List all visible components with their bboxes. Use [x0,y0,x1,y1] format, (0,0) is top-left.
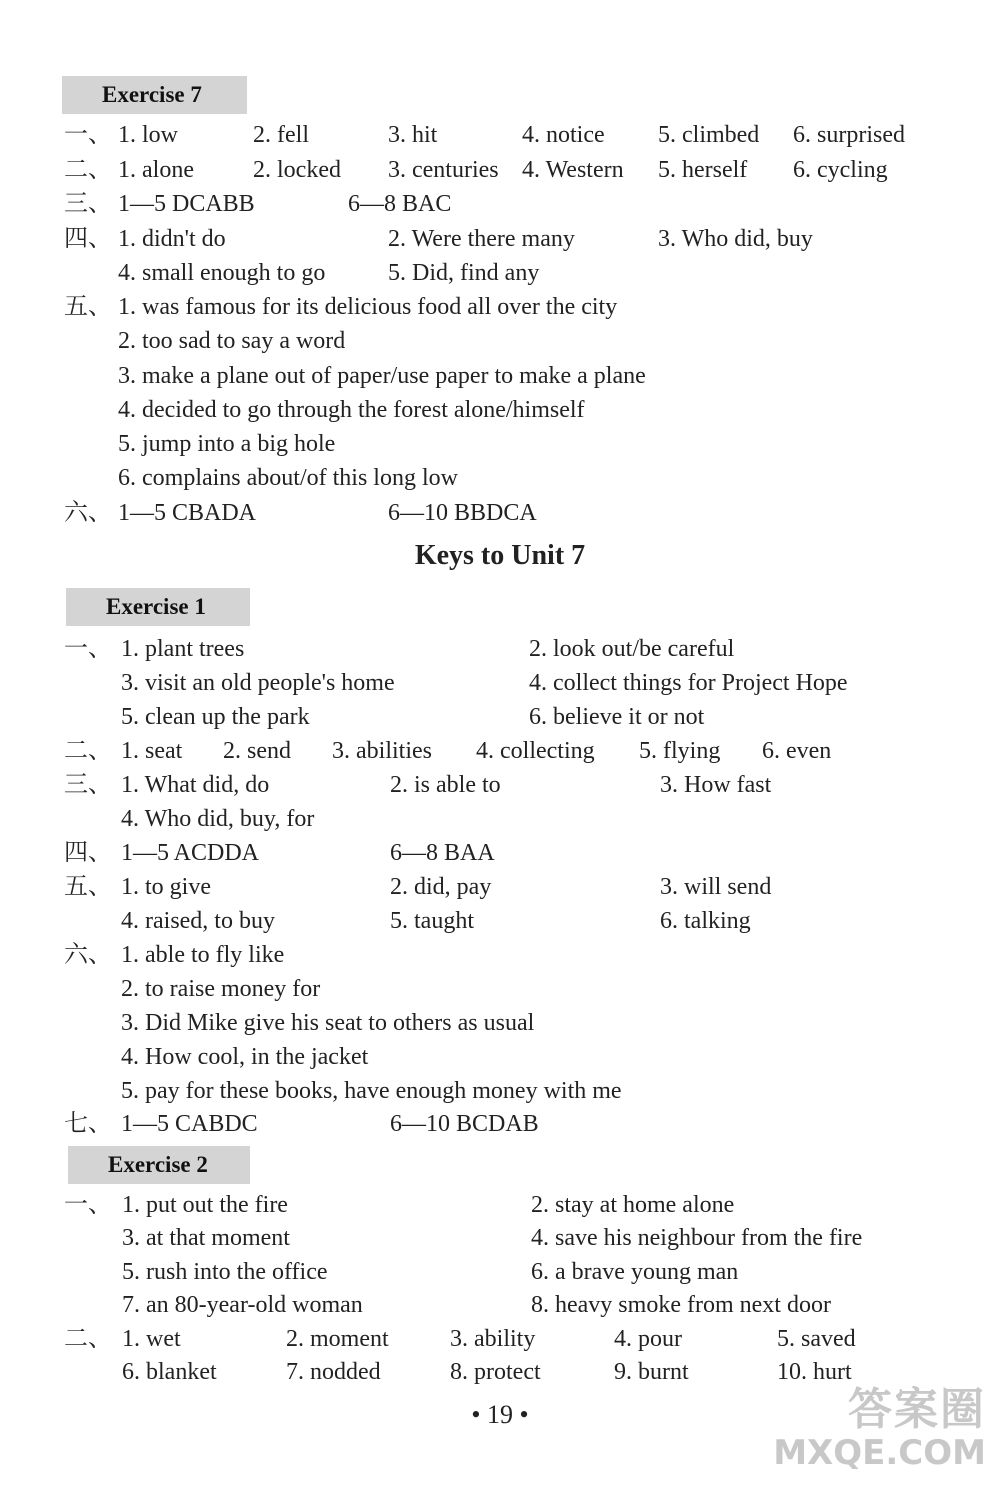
ex7-q6-item: 6—10 BBDCA [388,500,537,526]
exercise-7-label: Exercise 7 [62,76,247,114]
ex1-q5-item: 1. to give [121,874,211,900]
ex1-q3-item: 3. How fast [660,772,772,798]
ex1-q1-item: 4. collect things for Project Hope [529,670,848,696]
ex2-q2-item: 7. nodded [286,1359,381,1385]
ex1-q2-item: 2. send [223,738,291,764]
ex7-q4-item: 3. Who did, buy [658,226,813,252]
ex1-q2-num: 二、 [64,738,112,764]
ex1-q6-item: 2. to raise money for [121,976,321,1002]
ex1-q7-num: 七、 [64,1111,112,1137]
ex1-q2-item: 6. even [762,738,832,764]
ex1-q2-item: 3. abilities [332,738,432,764]
ex7-q2-num: 二、 [64,157,112,183]
ex7-q1-item: 6. surprised [793,122,905,148]
ex2-q2-item: 3. ability [450,1326,536,1352]
ex1-q2-item: 5. flying [639,738,721,764]
ex2-q2-item: 9. burnt [614,1359,689,1385]
ex7-q5-item: 2. too sad to say a word [118,328,346,354]
unit-title: Keys to Unit 7 [414,540,586,571]
ex7-q5-item: 1. was famous for its delicious food all over the city [118,294,618,320]
ex7-q5-item: 5. jump into a big hole [118,431,336,457]
ex7-q5-item: 3. make a plane out of paper/use paper to make a plane [118,363,646,389]
ex2-q2-item: 4. pour [614,1326,682,1352]
ex7-q4-num: 四、 [64,226,112,252]
ex7-q3-item: 6—8 BAC [348,191,452,217]
ex7-q2-item: 3. centuries [388,157,499,183]
ex2-q2-item: 10. hurt [777,1359,852,1385]
ex7-q2-item: 6. cycling [793,157,888,183]
ex1-q7-item: 1—5 CABDC [121,1111,258,1137]
ex2-q1-item: 6. a brave young man [531,1259,739,1285]
ex2-q1-num: 一、 [64,1192,112,1218]
ex2-q2-item: 8. protect [450,1359,541,1385]
ex7-q5-num: 五、 [64,294,112,320]
ex7-q6-num: 六、 [64,500,112,526]
ex1-q5-item: 6. talking [660,908,751,934]
ex2-q1-item: 7. an 80-year-old woman [122,1292,363,1318]
ex2-q2-item: 1. wet [122,1326,181,1352]
ex7-q5-item: 4. decided to go through the forest alone/himself [118,397,585,423]
ex2-q1-item: 5. rush into the office [122,1259,328,1285]
ex7-q1-item: 1. low [118,122,178,148]
page-number: • 19 • [471,1400,529,1429]
ex1-q4-item: 6—8 BAA [390,840,495,866]
ex2-q2-num: 二、 [64,1326,112,1352]
ex1-q4-item: 1—5 ACDDA [121,840,260,866]
ex1-q2-item: 4. collecting [476,738,595,764]
ex1-q6-num: 六、 [64,942,112,968]
ex7-q2-item: 4. Western [522,157,624,183]
site-watermark [756,1373,986,1473]
ex1-q1-item: 6. believe it or not [529,704,705,730]
ex7-q1-item: 5. climbed [658,122,760,148]
ex2-q2-item: 6. blanket [122,1359,217,1385]
ex1-q3-num: 三、 [64,772,112,798]
ex1-q5-item: 2. did, pay [390,874,492,900]
ex1-q3-item: 1. What did, do [121,772,270,798]
ex1-q1-item: 1. plant trees [121,636,245,662]
ex2-q1-item: 4. save his neighbour from the fire [531,1225,863,1251]
ex1-q6-item: 3. Did Mike give his seat to others as usual [121,1010,535,1036]
ex1-q4-num: 四、 [64,840,112,866]
ex1-q5-item: 4. raised, to buy [121,908,275,934]
ex7-q2-item: 1. alone [118,157,194,183]
ex2-q2-item: 5. saved [777,1326,856,1352]
ex1-q1-item: 3. visit an old people's home [121,670,395,696]
watermark-site: MXQE.COM [773,1433,986,1473]
ex7-q1-num: 一、 [64,122,112,148]
exercise-2-label: Exercise 2 [68,1146,250,1184]
ex1-q6-item: 1. able to fly like [121,942,285,968]
ex1-q3-item: 4. Who did, buy, for [121,806,315,832]
ex1-q6-item: 4. How cool, in the jacket [121,1044,369,1070]
watermark-logo: 答案圈 [848,1384,986,1435]
ex7-q2-item: 5. herself [658,157,748,183]
ex1-q6-item: 5. pay for these books, have enough money with me [121,1078,622,1104]
ex2-q1-item: 2. stay at home alone [531,1192,735,1218]
ex7-q1-item: 2. fell [253,122,309,148]
ex2-q1-item: 1. put out the fire [122,1192,288,1218]
ex7-q1-item: 4. notice [522,122,605,148]
ex1-q3-item: 2. is able to [390,772,501,798]
ex2-q1-item: 3. at that moment [122,1225,290,1251]
exercise-1-label: Exercise 1 [66,588,250,626]
ex7-q1-item: 3. hit [388,122,438,148]
ex2-q2-item: 2. moment [286,1326,389,1352]
ex1-q5-num: 五、 [64,874,112,900]
ex1-q5-item: 3. will send [660,874,772,900]
ex7-q6-item: 1—5 CBADA [118,500,257,526]
ex2-q1-item: 8. heavy smoke from next door [531,1292,831,1318]
ex7-q4-item: 2. Were there many [388,226,575,252]
ex1-q1-item: 5. clean up the park [121,704,310,730]
ex7-q4-item: 4. small enough to go [118,260,326,286]
ex1-q5-item: 5. taught [390,908,474,934]
ex7-q3-item: 1—5 DCABB [118,191,255,217]
ex7-q2-item: 2. locked [253,157,341,183]
ex1-q1-item: 2. look out/be careful [529,636,735,662]
ex7-q4-item: 1. didn't do [118,226,226,252]
ex7-q5-item: 6. complains about/of this long low [118,465,458,491]
ex1-q2-item: 1. seat [121,738,183,764]
ex7-q4-item: 5. Did, find any [388,260,540,286]
ex1-q7-item: 6—10 BCDAB [390,1111,539,1137]
ex1-q1-num: 一、 [64,636,112,662]
ex7-q3-num: 三、 [64,191,112,217]
